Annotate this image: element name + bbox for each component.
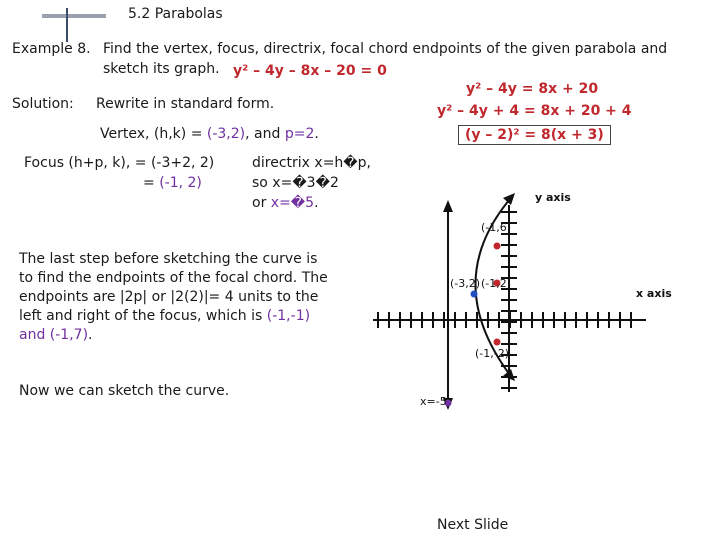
solution-step: Rewrite in standard form. (96, 96, 275, 112)
explanation-line2: to find the endpoints of the focal chord. The (19, 270, 328, 286)
directrix-label: x=-5 (420, 395, 447, 408)
focus-expr: (-3+2, 2) (150, 155, 215, 171)
point-label-focus: (-1,2) (481, 277, 512, 290)
point-label-vertex: (-3,2) (450, 277, 481, 290)
next-slide-link[interactable]: Next Slide (437, 517, 509, 533)
directrix-line2: so x=�3�2 (252, 175, 339, 191)
equation-standard-form: (y – 2)² = 8(x + 3) (458, 125, 611, 145)
page-title: 5.2 Parabolas (128, 6, 223, 22)
focal-point-top (494, 243, 501, 250)
vertex-prefix: Vertex, (h,k) = (100, 126, 207, 142)
explanation-line4-text: left and right of the focus, which is (19, 308, 267, 324)
explanation-line1: The last step before sketching the curve is (19, 251, 318, 267)
focus-prefix: Focus (h+p, k), = (24, 155, 151, 171)
explanation-pt1: (-1,-1) (266, 308, 311, 324)
explanation-end: . (88, 327, 93, 343)
point-label-bottom: (-1,-2) (475, 347, 510, 360)
example-label: Example 8. (12, 41, 91, 57)
directrix-line1: directrix x=h�p, (252, 155, 371, 171)
vertex-end: . (314, 126, 319, 142)
focus-value: (-1, 2) (159, 175, 202, 191)
vertex-mid: , and (245, 126, 285, 142)
equation-step2: y² – 4y + 4 = 8x + 20 + 4 (437, 103, 632, 119)
vertex-value: (-3,2) (206, 126, 246, 142)
vertex-p: p=2 (284, 126, 315, 142)
solution-label: Solution: (12, 96, 74, 112)
directrix-or: or (252, 195, 271, 211)
curve-arrowhead-top (503, 193, 515, 205)
directrix-arrowhead-top (443, 200, 453, 212)
example-equation: y² – 4y – 8x – 20 = 0 (233, 63, 387, 79)
focus-eq: = (143, 175, 160, 191)
point-label-top: (-1,6) (481, 221, 512, 234)
explanation-line3: endpoints are |2p| or |2(2)|= 4 units to the (19, 289, 319, 305)
directrix-value: x=�5 (270, 195, 315, 211)
vertex-point (471, 291, 478, 298)
example-text-line1: Find the vertex, focus, directrix, focal chord endpoints of the given parabola and (103, 41, 668, 57)
sketch-note: Now we can sketch the curve. (19, 383, 230, 399)
example-text-line2: sketch its graph. (103, 61, 220, 77)
y-axis-label: y axis (535, 191, 571, 204)
focal-point-bottom (494, 339, 501, 346)
directrix-end: . (314, 195, 319, 211)
explanation-pt2: and (-1,7) (19, 327, 89, 343)
equation-step1: y² – 4y = 8x + 20 (466, 81, 599, 97)
x-axis-label: x axis (636, 287, 672, 300)
